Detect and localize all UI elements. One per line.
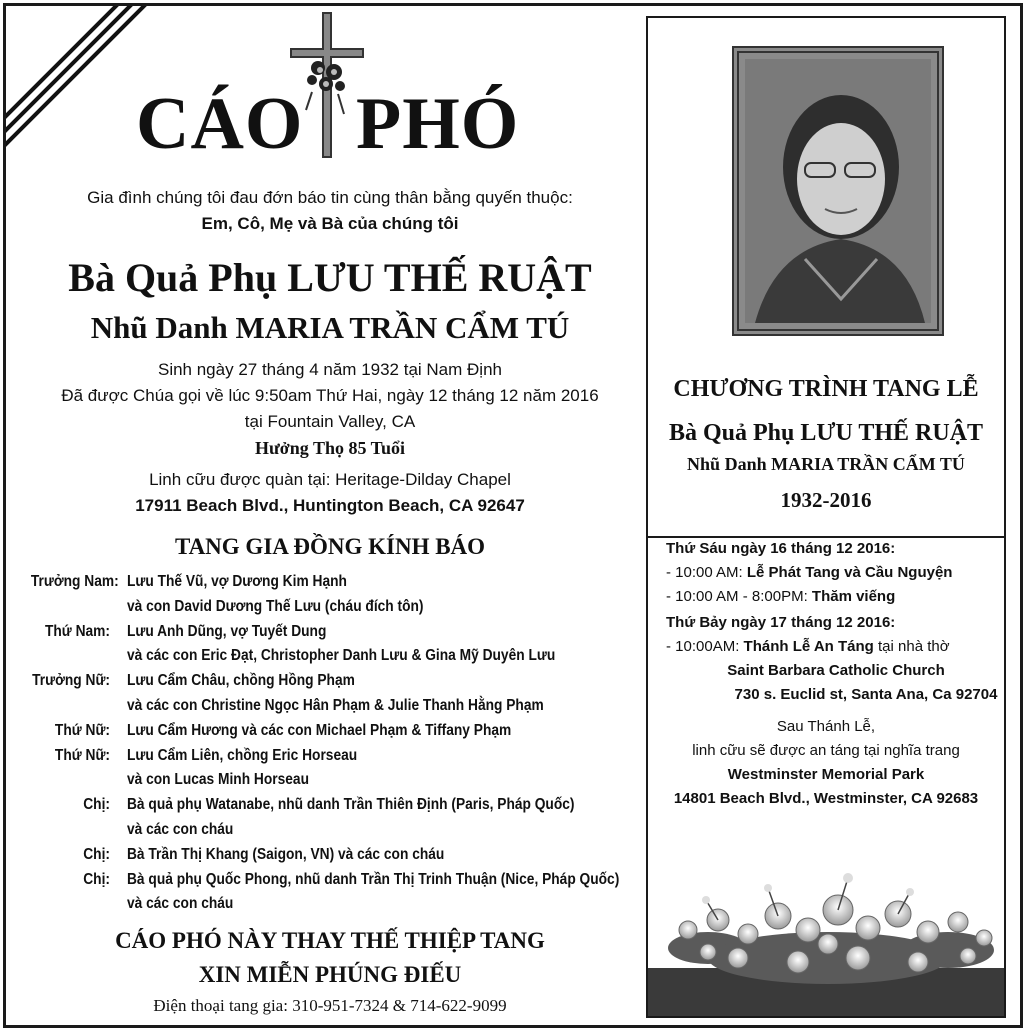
- funeral-program-panel: [646, 16, 1006, 1018]
- family-row: [18, 868, 638, 893]
- family-role: Thứ Nữ:: [54, 721, 110, 739]
- family-member-info: Bà Trần Thị Khang (Saigon, VN) và các con cháu: [127, 845, 445, 863]
- family-row: [18, 694, 638, 719]
- flower-arrangement-icon: [648, 858, 1004, 1016]
- death-info: Đã được Chúa gọi về lúc 9:50am Thứ Hai, ngày 12 tháng 12 năm 2016: [61, 386, 599, 405]
- family-role: Chị:: [83, 796, 110, 814]
- item-event: Lễ Phát Tang và Cầu Nguyện: [746, 564, 953, 581]
- announcement-text: Gia đình chúng tôi đau đớn báo tin cùng thân bằng quyến thuộc:: [87, 188, 573, 207]
- footer-line-1: CÁO PHÓ NÀY THAY THẾ THIỆP TANG: [115, 928, 545, 953]
- cemetery-name: Westminster Memorial Park: [727, 766, 925, 783]
- family-role: Trưởng Nam:: [30, 573, 119, 590]
- item-event: Thăm viếng: [811, 588, 896, 605]
- age-info: Hưởng Thọ 85 Tuổi: [254, 438, 405, 458]
- program-maiden-name: Nhũ Danh MARIA TRẦN CẨM TÚ: [687, 454, 965, 474]
- item-time: - 10:00 AM - 8:00PM:: [666, 588, 812, 605]
- family-role: Trưởng Nữ:: [32, 672, 110, 690]
- family-member-info: Bà quả phụ Watanabe, nhũ danh Trần Thiên Định (Paris, Pháp Quốc): [127, 796, 575, 814]
- deceased-maiden-name: Nhũ Danh MARIA TRẦN CẨM TÚ: [90, 310, 570, 345]
- church-name: Saint Barbara Catholic Church: [727, 662, 945, 679]
- family-heading: TANG GIA ĐỒNG KÍNH BÁO: [174, 534, 486, 559]
- family-phone: Điện thoại tang gia: 310-951-7324 & 714-622-9099: [153, 996, 507, 1015]
- deceased-name: Bà Quả Phụ LƯU THẾ RUẬT: [68, 255, 592, 300]
- family-member-info: và các con cháu: [127, 820, 234, 838]
- relation-text: Em, Cô, Mẹ và Bà của chúng tôi: [201, 214, 459, 233]
- chapel-address: 17911 Beach Blvd., Huntington Beach, CA 92647: [135, 496, 525, 515]
- family-member-info: Lưu Cẩm Châu, chồng Hồng Phạm: [127, 672, 355, 690]
- birth-info: Sinh ngày 27 tháng 4 năm 1932 tại Nam Định: [157, 360, 502, 379]
- family-member-info: Lưu Cẩm Hương và các con Michael Phạm & Tiffany Phạm: [127, 721, 512, 739]
- schedule-day-1-item-2: [666, 588, 996, 605]
- family-member-info: và các con cháu: [127, 895, 234, 913]
- item-place: tại nhà thờ: [873, 638, 950, 655]
- family-role: Chị:: [83, 870, 110, 888]
- family-role: Thứ Nam:: [44, 622, 110, 640]
- family-role: Chị:: [83, 845, 110, 863]
- family-row: [18, 892, 638, 917]
- death-place: tại Fountain Valley, CA: [244, 412, 416, 431]
- family-role: Thứ Nữ:: [54, 746, 110, 764]
- family-row: [18, 818, 638, 843]
- item-time: - 10:00AM:: [666, 638, 744, 655]
- family-row: [18, 669, 638, 694]
- family-member-info: Lưu Thế Vũ, vợ Dương Kim Hạnh: [127, 573, 347, 590]
- chapel-info: Linh cữu được quàn tại: Heritage-Dilday Chapel: [149, 470, 511, 489]
- family-member-info: và con David Dương Thế Lưu (cháu đích tôn): [127, 597, 424, 615]
- portrait-frame: [732, 46, 944, 336]
- family-list: [18, 570, 638, 917]
- schedule-day-2: Thứ Bảy ngày 17 tháng 12 2016:: [666, 614, 896, 631]
- family-row: [18, 744, 638, 769]
- schedule-day-1: Thứ Sáu ngày 16 tháng 12 2016:: [666, 540, 896, 557]
- family-row: [18, 843, 638, 868]
- divider: [648, 536, 1004, 538]
- family-member-info: Lưu Cẩm Liên, chồng Eric Horseau: [127, 746, 358, 764]
- item-event: Thánh Lễ An Táng: [743, 638, 874, 655]
- title-right-word: PHÓ: [356, 83, 520, 165]
- family-row: [18, 719, 638, 744]
- cross-icon: [282, 10, 372, 160]
- program-years: 1932-2016: [780, 488, 872, 512]
- footer-line-2: XIN MIỄN PHÚNG ĐIẾU: [198, 962, 462, 987]
- family-row: [18, 793, 638, 818]
- item-time: - 10:00 AM:: [666, 564, 747, 581]
- family-row: [18, 644, 638, 669]
- program-name: Bà Quả Phụ LƯU THẾ RUẬT: [668, 420, 984, 446]
- schedule-day-1-item-1: [666, 564, 996, 581]
- family-row: [18, 620, 638, 645]
- schedule-day-2-item-1: [666, 638, 996, 655]
- title-left-word: CÁO: [136, 83, 304, 165]
- church-address: 730 s. Euclid st, Santa Ana, Ca 92704: [734, 686, 998, 703]
- family-member-info: và các con Christine Ngọc Hân Phạm & Julie Thanh Hằng Phạm: [127, 696, 544, 714]
- after-mass-text: Sau Thánh Lễ,: [776, 718, 876, 735]
- family-member-info: Lưu Anh Dũng, vợ Tuyết Dung: [127, 622, 327, 640]
- burial-note: linh cữu sẽ được an táng tại nghĩa trang: [692, 742, 960, 759]
- cemetery-address: 14801 Beach Blvd., Westminster, CA 92683: [673, 790, 979, 807]
- family-row: [18, 595, 638, 620]
- portrait-photo: [745, 59, 931, 323]
- family-row: [18, 768, 638, 793]
- family-member-info: và con Lucas Minh Horseau: [127, 771, 309, 789]
- family-row: [18, 570, 638, 595]
- family-member-info: và các con Eric Đạt, Christopher Danh Lưu & Gina Mỹ Duyên Lưu: [127, 647, 556, 665]
- family-member-info: Bà quả phụ Quốc Phong, nhũ danh Trần Thị Trinh Thuận (Nice, Pháp Quốc): [127, 870, 620, 888]
- program-heading: CHƯƠNG TRÌNH TANG LỄ: [673, 376, 979, 402]
